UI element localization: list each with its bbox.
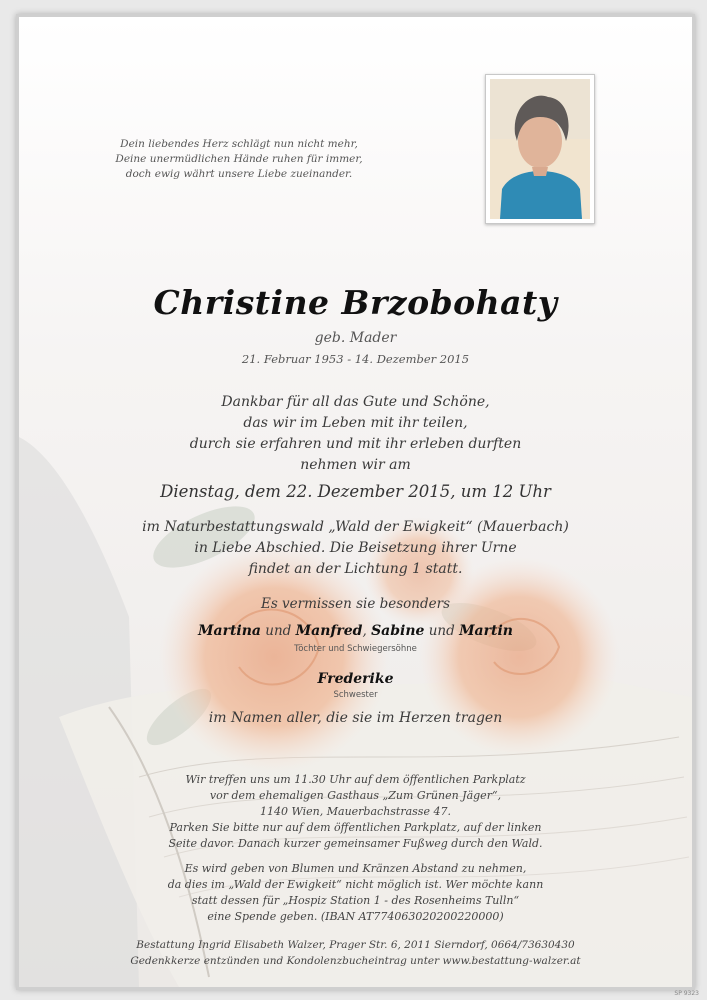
gratitude-text (19, 392, 692, 476)
meeting-line: Wir treffen uns um 11.30 Uhr auf dem öffentlichen Parkplatz (185, 773, 526, 786)
funeral-home-footer (19, 937, 692, 969)
poem-line: doch ewig währt unsere Liebe zueinander. (125, 168, 353, 180)
miss-line: Es vermissen sie besonders (260, 596, 450, 612)
conjunction: und (424, 623, 460, 639)
place-line: im Naturbestattungswald „Wald der Ewigkeit“ (Mauerbach) (142, 519, 569, 535)
maiden-name: geb. Mader (314, 330, 397, 346)
gratitude-line: nehmen wir am (300, 457, 411, 473)
family-name: Martina (198, 623, 261, 639)
meeting-line: vor dem ehemaligen Gasthaus „Zum Grünen Jäger“, (209, 789, 502, 802)
portrait-photo (485, 74, 595, 224)
gratitude-line: das wir im Leben mit ihr teilen, (243, 415, 468, 431)
gratitude-line: durch sie erfahren und mit ihr erleben durften (189, 436, 522, 452)
family-name: Sabine (371, 623, 425, 639)
conjunction: und (261, 623, 296, 639)
footer-line: Gedenkkerze entzünden und Kondolenzbucheintrag unter www.bestattung-walzer.at (130, 955, 581, 967)
poem-line: Deine unermüdlichen Hände ruhen für immer, (115, 153, 363, 165)
separator: , (362, 623, 372, 639)
life-dates: 21. Februar 1953 - 14. Dezember 2015 (241, 352, 470, 366)
flowers-line: Es wird geben von Blumen und Kränzen Abstand zu nehmen, (184, 862, 527, 875)
meeting-line: 1140 Wien, Mauerbachstrasse 47. (260, 805, 451, 818)
meeting-info (19, 772, 692, 852)
flowers-line: eine Spende geben. (IBAN AT774063020200220000) (207, 910, 504, 923)
funeral-place (19, 517, 692, 580)
place-line: in Liebe Abschied. Die Beisetzung ihrer Urne (194, 540, 517, 556)
family-relation: Töchter und Schwiegersöhne (294, 644, 417, 654)
closing-line: im Namen aller, die sie im Herzen tragen (208, 710, 503, 726)
deceased-name: Christine Brzobohaty (153, 283, 558, 322)
funeral-date: Dienstag, dem 22. Dezember 2015, um 12 Uhr (160, 482, 551, 501)
family-name: Manfred (295, 623, 363, 639)
family-names (19, 623, 692, 639)
place-line: findet an der Lichtung 1 statt. (248, 561, 463, 577)
obituary-card (16, 14, 695, 990)
flowers-line: statt dessen für „Hospiz Station 1 - des Rosenheims Tulln“ (191, 894, 520, 907)
memorial-poem (59, 137, 419, 182)
meeting-line: Seite davor. Danach kurzer gemeinsamer Fußweg durch den Wald. (168, 837, 543, 850)
document-code: SP 9323 (674, 990, 699, 997)
flowers-line: da dies im „Wald der Ewigkeit“ nicht möglich ist. Wer möchte kann (167, 878, 544, 891)
family-name: Martin (459, 623, 513, 639)
poem-line: Dein liebendes Herz schlägt nun nicht mehr, (120, 138, 358, 150)
gratitude-line: Dankbar für all das Gute und Schöne, (221, 394, 490, 410)
flowers-info (19, 861, 692, 925)
sister-name: Frederike (317, 671, 394, 687)
portrait-image (490, 79, 590, 219)
footer-line: Bestattung Ingrid Elisabeth Walzer, Prager Str. 6, 2011 Sierndorf, 0664/73630430 (136, 939, 575, 951)
sister-relation: Schwester (333, 690, 378, 700)
meeting-line: Parken Sie bitte nur auf dem öffentlichen Parkplatz, auf der linken (169, 821, 542, 834)
